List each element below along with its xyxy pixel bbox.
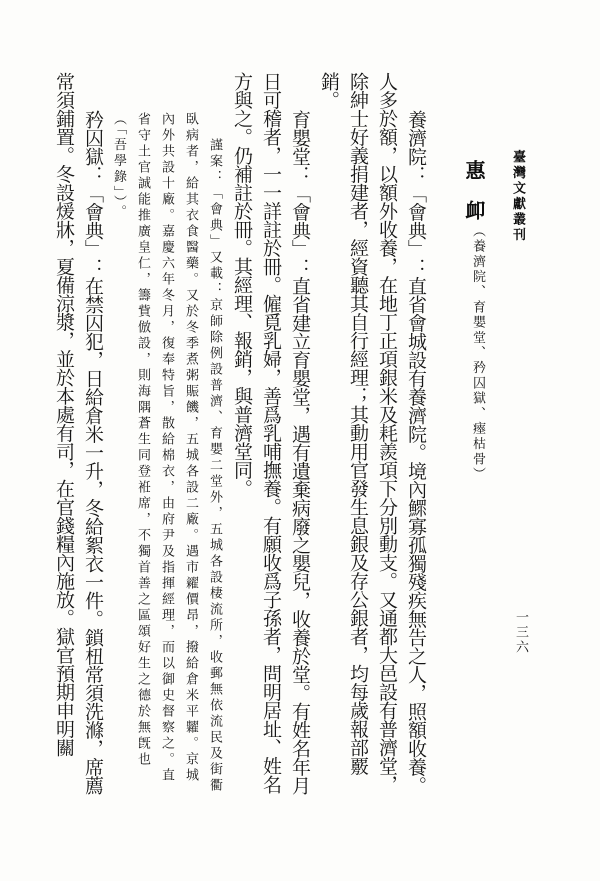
page-number: 一三六 (514, 610, 529, 655)
paragraph-jinqiuyu: 矜囚獄：「會典」：在禁囚犯，日給倉米一升，冬給絮衣一件。鎖杻常須洗滌，席薦常須鋪置。冬設煖牀，夏備涼漿，並於本處有司，在官錢糧內施放。獄官預期申明關 (53, 72, 103, 795)
section-heading (458, 160, 488, 800)
series-masthead: 臺灣文獻叢刊 (511, 150, 526, 243)
paragraph-yangjiyuan: 養濟院：「會典」：直省會城設有養濟院。境內鰥寡孤獨殘疾無告之人，照額收養。人多於額，以額外收養，在地丁正項銀米及耗羨項下分別動支。又通都大邑設有普濟堂，除紳士好義捐建者，經資聽其自行經理；其動用官發生息銀及存公銀者，均每歲報部覈銷。 (318, 72, 426, 795)
paragraph-commentary-jin-an: 謹案：「會典」又載：京師除例設普濟、育嬰二堂外，五城各設棲流所，收郵無依流民及街衢臥病者，給其衣食醫藥。又於冬季煮粥賑饑，五城各設二廠。遇市糴價昂，撥給倉米平糶。京城內外共設十廠。嘉慶六年冬月，復奉特旨，散給棉衣，由府尹及指揮經理，而以御史督察之。直省守土官誠能推廣皇仁，籌貲倣設，則海隅蒼生同登袵席，不獨首善之區頌好生之德於無旣也（「吾學錄」）。 (112, 112, 223, 794)
body-text (49, 72, 430, 795)
section-subtitle: （養濟院、育嬰堂、矜囚獄、瘞枯骨） (471, 224, 486, 483)
paragraph-yuyingtang: 育嬰堂：「會典」：直省建立育嬰堂，遇有遺棄病廢之嬰兒，收養於堂。有姓名年月日可稽者，一一詳註於冊。僱覓乳婦，善爲乳哺撫養。有願收爲子孫者，問明居址、姓名方與之。仍補註於冊。其經理、報銷，與普濟堂同。 (231, 72, 310, 795)
section-title: 惠 卹 (462, 160, 484, 220)
